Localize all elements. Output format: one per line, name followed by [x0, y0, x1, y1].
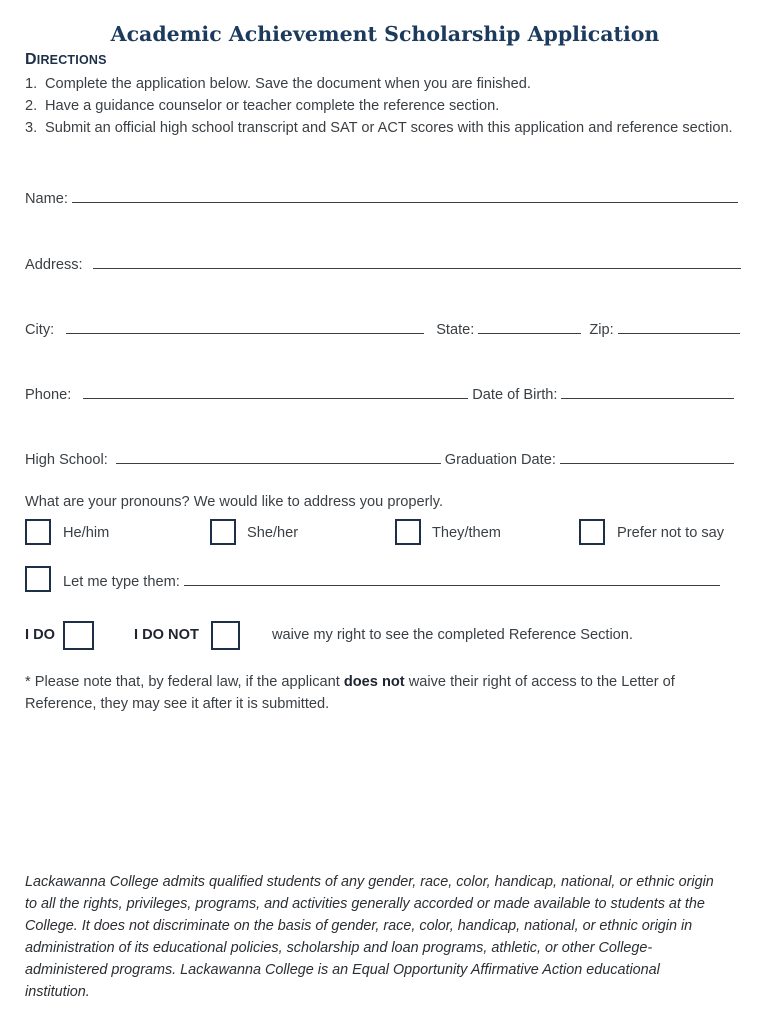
pronoun-he-him-checkbox[interactable]	[25, 519, 51, 545]
direction-number: 3.	[25, 120, 38, 136]
note-emphasis: does not	[343, 674, 405, 690]
state-field[interactable]	[478, 320, 581, 334]
directions-heading-rest: IRECTIONS	[36, 53, 107, 67]
pronoun-custom-field[interactable]	[184, 572, 720, 586]
address-field[interactable]	[93, 255, 741, 269]
phone-field[interactable]	[83, 385, 468, 399]
direction-item	[25, 95, 745, 117]
city-label: City:	[25, 322, 55, 338]
graduation-date-label: Graduation Date:	[444, 452, 556, 468]
pronoun-option-label: She/her	[247, 525, 299, 541]
direction-item	[25, 117, 745, 139]
high-school-label: High School:	[25, 452, 108, 468]
address-row	[25, 255, 741, 273]
pronoun-option-label: They/them	[432, 525, 501, 541]
pronoun-prefer-not-checkbox[interactable]	[579, 519, 605, 545]
waiver-do-not-checkbox[interactable]	[211, 621, 240, 650]
pronoun-option-label: He/him	[63, 525, 110, 541]
name-label: Name:	[25, 191, 68, 207]
pronoun-she-her-checkbox[interactable]	[210, 519, 236, 545]
directions-heading-initial: D	[25, 51, 37, 68]
phone-row	[25, 385, 734, 403]
graduation-date-field[interactable]	[560, 450, 734, 464]
dob-field[interactable]	[561, 385, 734, 399]
city-field[interactable]	[66, 320, 424, 334]
direction-text: Complete the application below. Save the document when you are finished.	[45, 76, 531, 92]
address-label: Address:	[25, 257, 83, 273]
zip-label: Zip:	[589, 322, 614, 338]
directions-heading	[25, 51, 107, 69]
direction-item	[25, 73, 745, 95]
pronouns-question: What are your pronouns? We would like to address you properly.	[25, 494, 444, 510]
waiver-do-not-label: I DO NOT	[134, 627, 199, 643]
direction-text: Submit an official high school transcript and SAT or ACT scores with this application and reference section.	[45, 120, 733, 136]
pronoun-custom-checkbox[interactable]	[25, 566, 51, 592]
pronoun-option-label: Prefer not to say	[617, 525, 725, 541]
state-label: State:	[436, 322, 475, 338]
city-row	[25, 320, 740, 338]
name-field[interactable]	[72, 189, 738, 203]
direction-text: Have a guidance counselor or teacher complete the reference section.	[45, 98, 500, 114]
pronoun-custom-row	[63, 572, 720, 590]
form-title: Academic Achievement Scholarship Application	[110, 22, 660, 46]
dob-label: Date of Birth:	[472, 387, 558, 403]
note-text-after: waive their right of access to the Letter of Reference, they may see it after it is submitted.	[25, 674, 675, 712]
high-school-row	[25, 450, 734, 468]
zip-field[interactable]	[618, 320, 740, 334]
pronoun-they-them-checkbox[interactable]	[395, 519, 421, 545]
direction-number: 2.	[25, 98, 38, 114]
federal-law-note	[25, 671, 750, 715]
pronoun-custom-label: Let me type them:	[63, 574, 180, 590]
waiver-do-label: I DO	[25, 627, 55, 643]
phone-label: Phone:	[25, 387, 72, 403]
waiver-statement: waive my right to see the completed Reference Section.	[272, 627, 633, 643]
direction-number: 1.	[25, 76, 38, 92]
name-row	[25, 189, 738, 207]
note-text-before: * Please note that, by federal law, if the applicant	[25, 674, 344, 690]
directions-list	[25, 73, 745, 139]
non-discrimination-statement: Lackawanna College admits qualified students of any gender, race, color, handicap, national, or ethnic origin to all the rights, privileges, programs, and activities generally accorded or made available to students at the College. It does not discriminate on the basis of gender, race, color, handicap, national, or ethnic origin in administration of its educational policies, scholarship and loan programs, athletic, or other College-administered programs. Lackawanna College is an Equal Opportunity Affirmative Action educational institution.	[25, 874, 714, 1000]
high-school-field[interactable]	[116, 450, 441, 464]
waiver-do-checkbox[interactable]	[63, 621, 94, 650]
